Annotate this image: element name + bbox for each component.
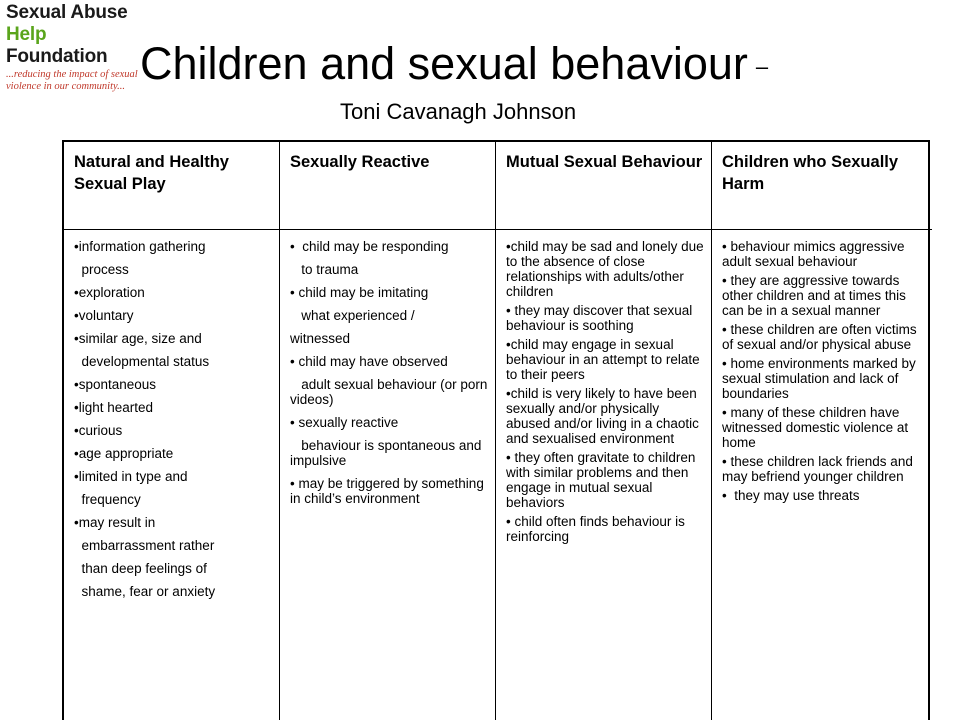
behaviour-comparison-table (62, 140, 930, 720)
organization-logo (6, 2, 156, 92)
list-item: than deep feelings of (74, 561, 207, 576)
list-item: •similar age, size and (74, 331, 202, 346)
list-item: to trauma (290, 262, 359, 277)
header-sexually-reactive: Sexually Reactive (280, 142, 496, 230)
list-item: •spontaneous (74, 377, 157, 392)
column-sexually-reactive (280, 230, 496, 720)
list-item: •child is very likely to have been sexually and/or physically abused and/or living in a chaotic and sexualised environment (506, 386, 703, 446)
list-item: • home environments marked by sexual stimulation and lack of boundaries (722, 356, 920, 401)
list-item: • they are aggressive towards other children and at times this can be in a sexual manner (722, 273, 910, 318)
page-title-text: Children and sexual behaviour (140, 38, 748, 89)
list-item: •may result in (74, 515, 156, 530)
list-item: process (74, 262, 129, 277)
list-item: • behaviour mimics aggressive adult sexual behaviour (722, 239, 909, 269)
page-title (140, 38, 768, 93)
logo-tagline-1: ...reducing the impact of sexual (6, 69, 138, 80)
list-item: • many of these children have witnessed domestic violence at home (722, 405, 912, 450)
list-item: • sexually reactive (290, 415, 399, 430)
list-item: • child may be responding (290, 239, 449, 254)
list-item: what experienced / (290, 308, 415, 323)
header-mutual-sexual-behaviour: Mutual Sexual Behaviour (496, 142, 712, 230)
list-item: •age appropriate (74, 446, 174, 461)
logo-line-help: Help (6, 24, 47, 45)
header-natural-healthy-play: Natural and Healthy Sexual Play (64, 142, 280, 230)
list-item: witnessed (290, 331, 351, 346)
logo-tagline-2: violence in our community... (6, 81, 125, 92)
list-item: • child may have observed (290, 354, 448, 369)
title-dash: – (755, 54, 769, 80)
column-mutual-sexual-behaviour (496, 230, 712, 720)
page-subtitle: Toni Cavanagh Johnson (340, 99, 577, 124)
list-item: • these children are often victims of sexual and/or physical abuse (722, 322, 921, 352)
header-children-who-sexually-harm: Children who Sexually Harm (712, 142, 932, 230)
logo-line-sexual-abuse: Sexual Abuse (6, 2, 128, 23)
list-item: behaviour is spontaneous and impulsive (290, 438, 486, 468)
list-item: •child may be sad and lonely due to the absence of close relationships with adults/other children (506, 239, 708, 299)
list-item: •information gathering (74, 239, 206, 254)
list-item: • child may be imitating (290, 285, 429, 300)
list-item: • these children lack friends and may befriend younger children (722, 454, 921, 484)
column-children-who-sexually-harm (712, 230, 932, 720)
list-item: shame, fear or anxiety (74, 584, 216, 599)
list-item: embarrassment rather (74, 538, 215, 553)
list-item: • they may use threats (722, 488, 860, 503)
list-item: developmental status (74, 354, 210, 369)
list-item: •exploration (74, 285, 145, 300)
list-item: •limited in type and (74, 469, 188, 484)
list-item: •voluntary (74, 308, 134, 323)
list-item: • they may discover that sexual behaviour is soothing (506, 303, 697, 333)
list-item: adult sexual behaviour (or porn videos) (290, 377, 492, 407)
column-natural-healthy-play (64, 230, 280, 720)
logo-line-foundation: Foundation (6, 46, 108, 67)
list-item: • child often finds behaviour is reinforcing (506, 514, 689, 544)
list-item: • they often gravitate to children with similar problems and then engage in mutual sexual behaviors (506, 450, 700, 510)
list-item: • may be triggered by something in child’s environment (290, 476, 488, 506)
list-item: •curious (74, 423, 123, 438)
list-item: •light hearted (74, 400, 154, 415)
list-item: •child may engage in sexual behaviour in an attempt to relate to their peers (506, 337, 704, 382)
list-item: frequency (74, 492, 141, 507)
